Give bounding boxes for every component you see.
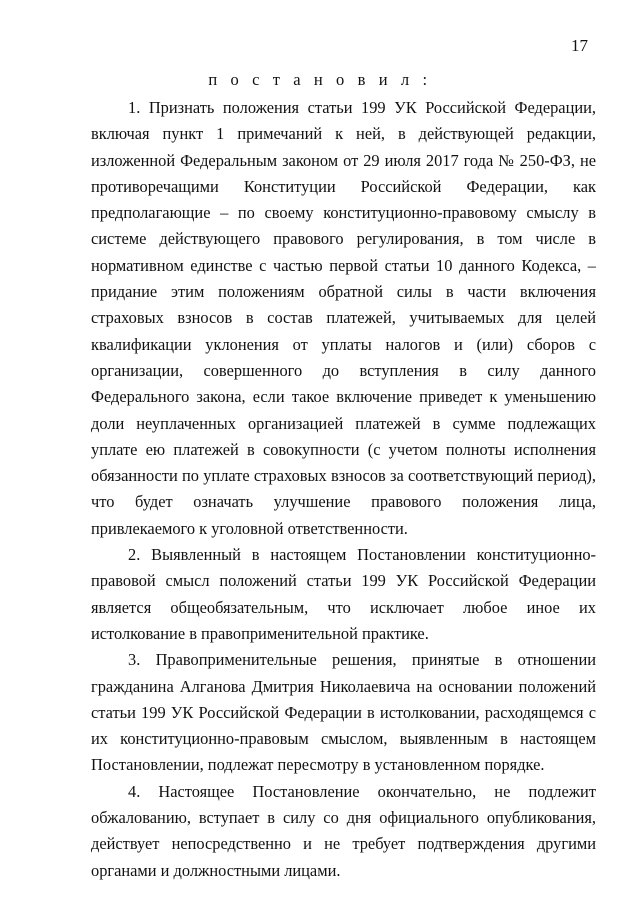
- page-number: 17: [571, 36, 588, 55]
- paragraph-1: 1. Признать положения статьи 199 УК Российской Федерации, включая пункт 1 примечаний к ней, в действующей редакции, изложенной Федеральным законом от 29 июля 2017 года № 250-ФЗ, не противоречащими Конституции Российской Федерации, как предполагающие – по своему конституционно-правовому смыслу в системе действующего правового регулирования, в том числе в нормативном единстве с частью первой статьи 10 данного Кодекса, – придание этим положениям обратной силы в части включения страховых взносов в состав платежей, учитываемых для целей квалификации уклонения от уплаты налогов и (или) сборов с организации, совершенного до вступления в силу данного Федерального закона, если такое включение приведет к уменьшению доли неуплаченных организацией платежей в сумме подлежащих уплате ею платежей в совокупности (с учетом полноты исполнения обязанности по уплате страховых взносов за соответствующий период), что будет означать улучшение правового положения лица, привлекаемого к уголовной ответственности.: [91, 98, 596, 538]
- paragraph-4: 4. Настоящее Постановление окончательно, не подлежит обжалованию, вступает в силу со дня официального опубликования, действует непосредственно и не требует подтверждения другими органами и должностными лицами.: [91, 781, 596, 880]
- paragraph-2: 2. Выявленный в настоящем Постановлении конституционно-правовой смысл положений статьи 199 УК Российской Федерации является общеобязательным, что исключает любое иное их истолкование в правоприменительной практике.: [91, 545, 596, 643]
- resolution-heading: п о с т а н о в и л :: [208, 70, 432, 89]
- resolution-body: [91, 95, 596, 884]
- paragraph-3: 3. Правоприменительные решения, принятые в отношении гражданина Алганова Дмитрия Николаевича на основании положений статьи 199 УК Российской Федерации в истолковании, расходящемся с их конституционно-правовым смыслом, выявленным в настоящем Постановлении, подлежат пересмотру в установленном порядке.: [91, 650, 596, 775]
